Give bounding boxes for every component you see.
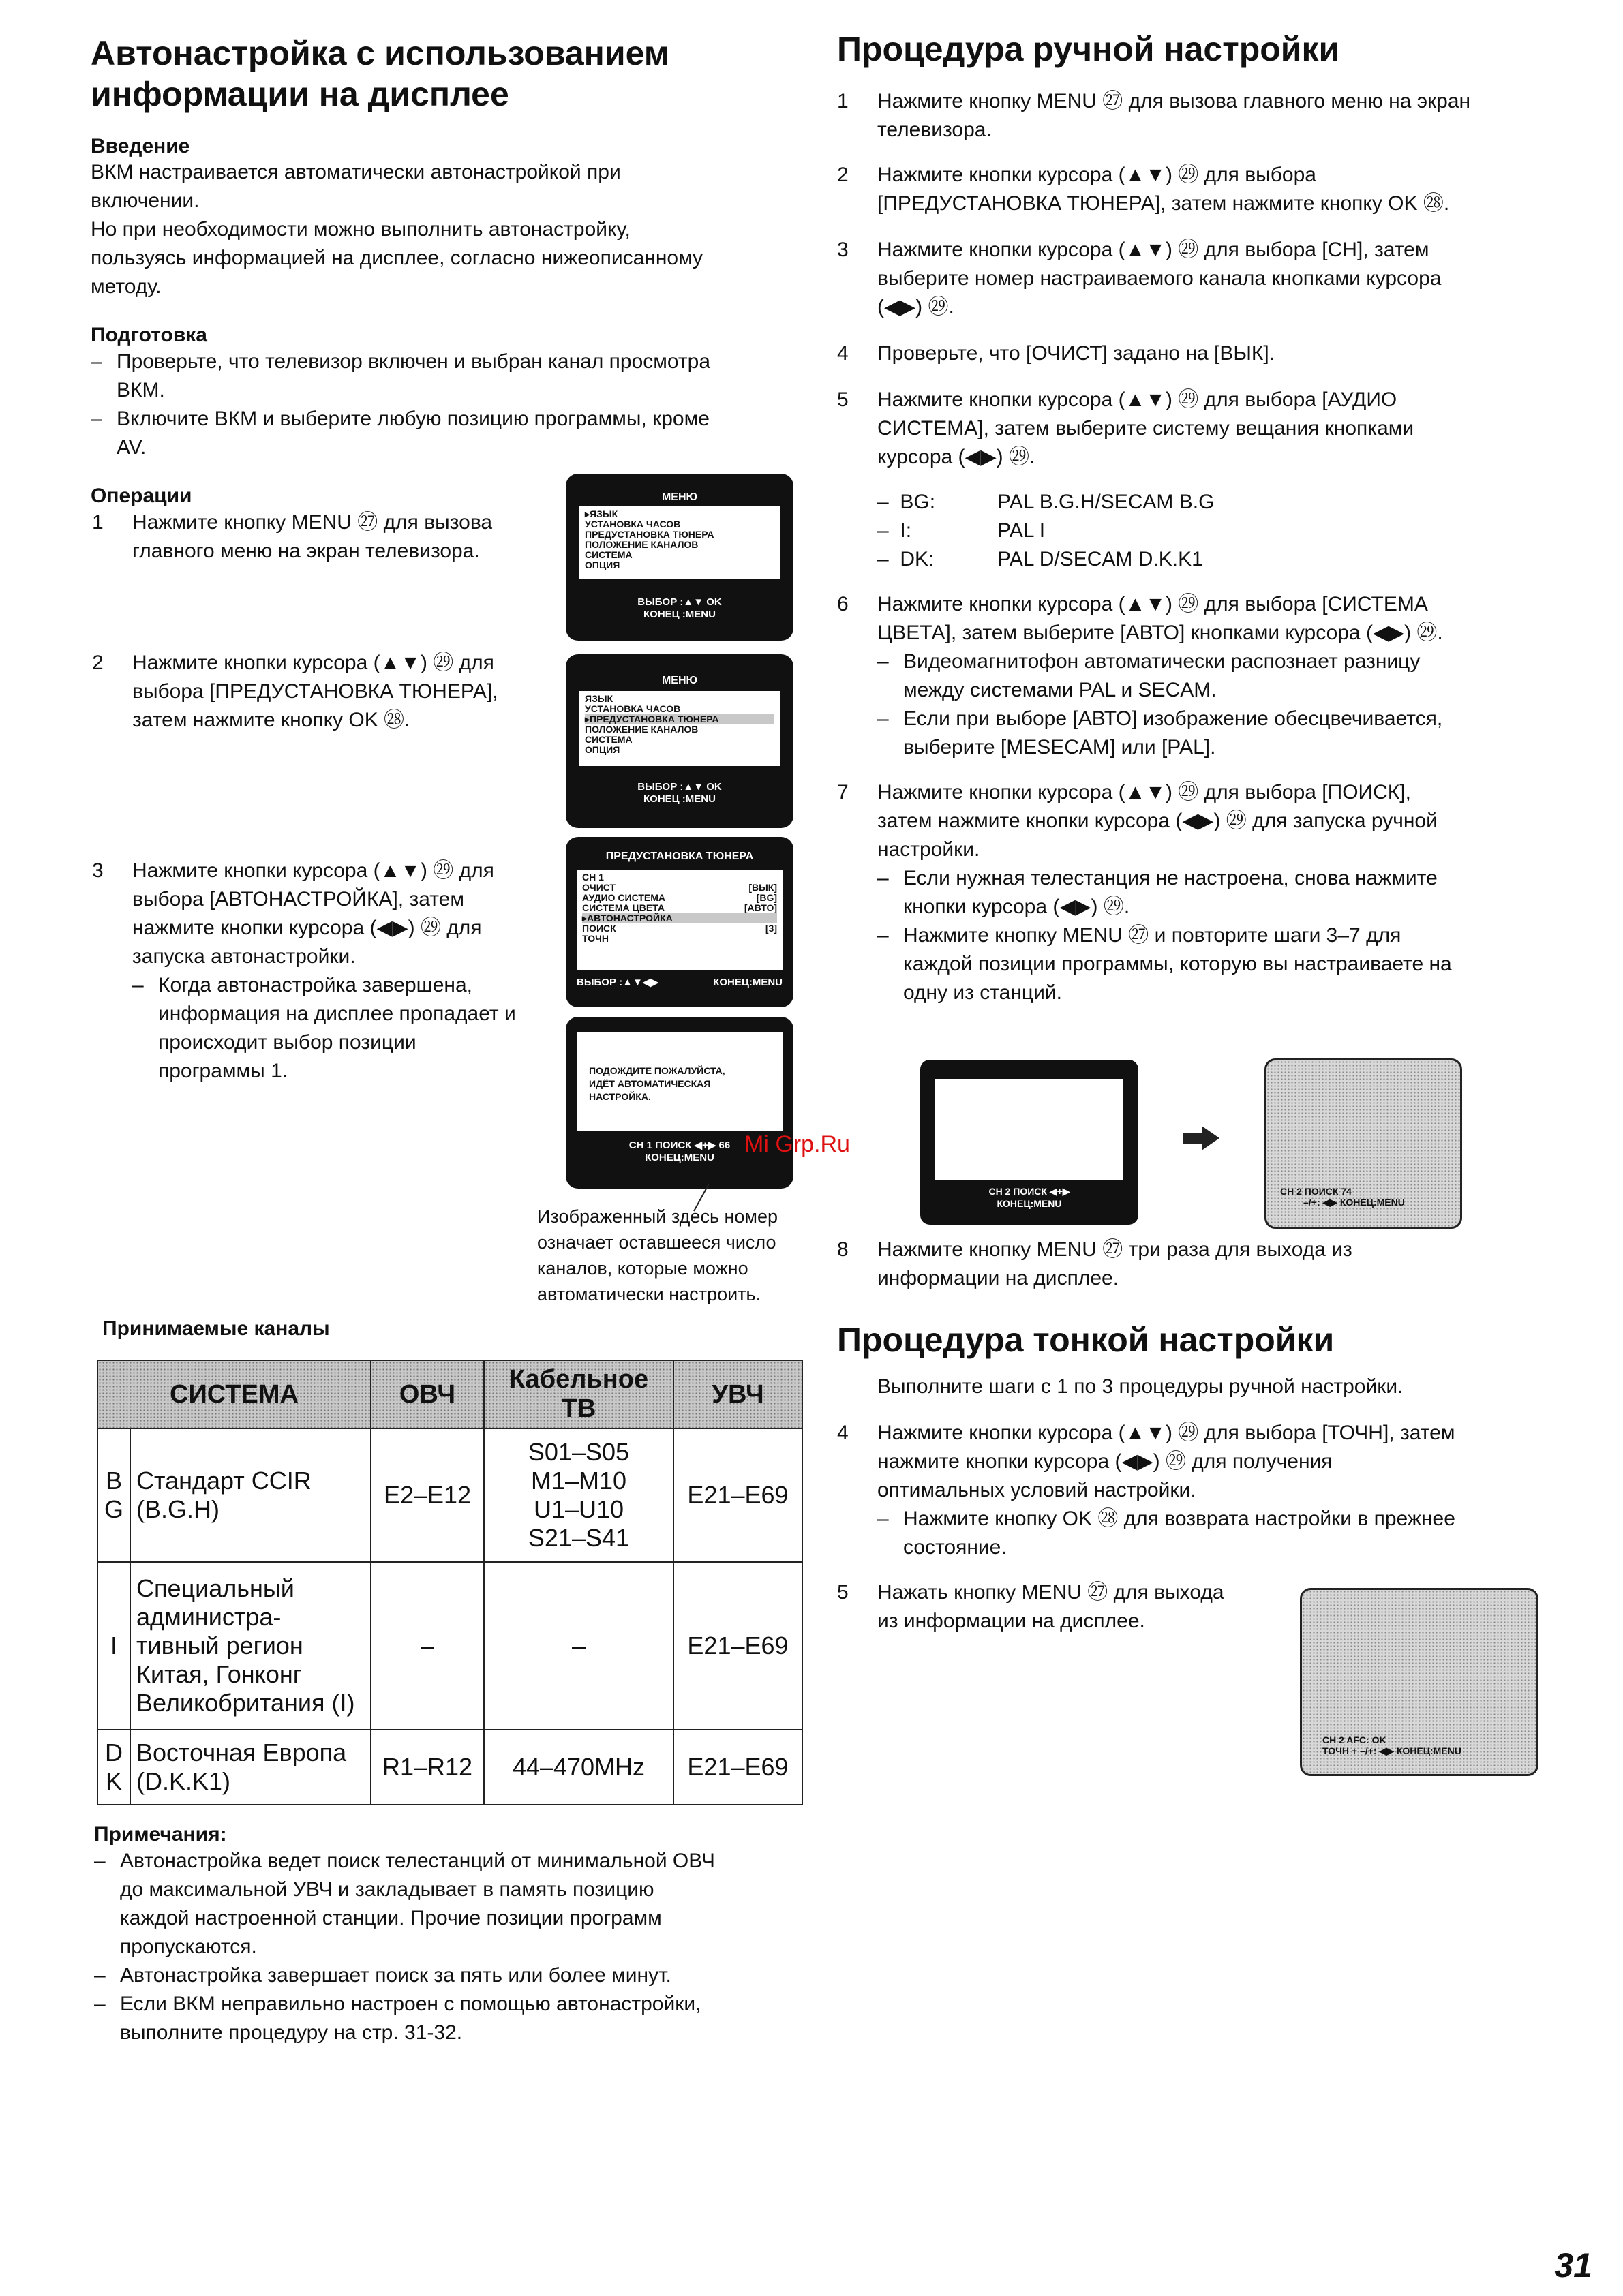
intro-text xyxy=(91,158,772,301)
tv-screen-menu-tuner xyxy=(566,654,793,828)
screen-footer: CH 2 ПОИСК ◀+▶ КОНЕЦ:MENU xyxy=(988,1186,1070,1209)
step-3-note: – Когда автонастройка завершена, информация на дисплее пропадает и происходит выбор позиции программы 1. xyxy=(132,971,568,1086)
step-number: 4 xyxy=(837,342,849,365)
step-6-note: – Если при выборе [АВТО] изображение обесцвечивается, выберите [MESECAM] или [PAL]. xyxy=(877,705,1586,762)
manual-title: Процедура ручной настройки xyxy=(837,30,1340,68)
audio-system-item: – DK: PAL D/SECAM D.K.K1 xyxy=(877,548,1203,570)
step-6-note: – Видеомагнитофон автоматически распознает разницу между системами PAL и SECAM. xyxy=(877,647,1586,705)
step-number: 3 xyxy=(92,859,104,882)
note-item: – Автонастройка ведет поиск телестанций от минимальной ОВЧ до максимальной УВЧ и закладывает в память позицию каждой настроенной станции. Прочие позиции программ пропускаются. xyxy=(94,1847,817,1961)
prep-list xyxy=(91,348,800,462)
step-3-text: Нажмите кнопки курсора (▲▼) ㉙ для выбора [АВТОНАСТРОЙКА], затем нажмите кнопки курсора (◀▶) ㉙ для запуска автонастройки. – Когда автонастройка завершена, информация на дисплее пропадает и происходит выбор позиции программы 1. xyxy=(132,857,568,1086)
intro-line: включении. xyxy=(91,189,200,212)
manual-step-8: Нажмите кнопку MENU ㉗ три раза для выхода из информации на дисплее. xyxy=(877,1238,1352,1289)
step-number: 4 xyxy=(837,1422,849,1444)
screen-footer: ВЫБОР :▲▼◀▶ КОНЕЦ:MENU xyxy=(577,977,783,988)
tv-screen-manual-search xyxy=(920,1060,1138,1225)
step-number: 3 xyxy=(837,239,849,261)
prep-heading: Подготовка xyxy=(91,324,207,346)
step-1-text: Нажмите кнопку MENU ㉗ для вызова главного меню на экран телевизора. xyxy=(132,511,493,562)
screen-title: ПРЕДУСТАНОВКА ТЮНЕРА xyxy=(605,851,754,862)
ops-heading: Операции xyxy=(91,485,192,507)
table-row: D K Восточная Европа (D.K.K1) R1–R12 44–470MHz E21–E69 xyxy=(97,1730,802,1805)
screen-tuner-list: CH 1 ОЧИСТ [ВЫК] АУДИО СИСТЕМА [BG] СИСТЕМА ЦВЕТА [АВТО] ▸АВТОНАСТРОЙКА ПОИСК [3] ТОЧН xyxy=(577,870,783,970)
screen-caption: Изображенный здесь номер означает оставшееся число каналов, которые можно автоматически настроить. xyxy=(537,1206,778,1304)
step-number: 2 xyxy=(837,164,849,186)
fine-intro: Выполните шаги с 1 по 3 процедуры ручной настройки. xyxy=(877,1375,1404,1398)
screen-title: МЕНЮ xyxy=(661,491,698,503)
step-2-text: Нажмите кнопки курсора (▲▼) ㉙ для выбора [ПРЕДУСТАНОВКА ТЮНЕРА], затем нажмите кнопку OK ㉘. xyxy=(132,652,498,731)
step-number: 8 xyxy=(837,1238,849,1261)
manual-step-6: Нажмите кнопки курсора (▲▼) ㉙ для выбора [СИСТЕМА ЦВЕТА], затем выберите [АВТО] кнопками курсора (◀▶) ㉙. – Видеомагнитофон автоматически распознает разницу между системами PAL и SECAM. – Если при выборе [АВТО] изображение обесцвечивается, выберите [MESECAM] или [PAL]. xyxy=(877,590,1586,762)
table-row: I Специальный администра- тивный регион Китая, Гонконг Великобритания (I) – – E21–E69 xyxy=(97,1562,802,1730)
left-title-line2: информации на дисплее xyxy=(91,75,509,113)
step-number: 5 xyxy=(837,388,849,411)
prep-item: – Проверьте, что телевизор включен и выбран канал просмотра ВКМ. xyxy=(91,348,800,405)
step-number: 7 xyxy=(837,781,849,803)
table-header: УВЧ xyxy=(673,1360,802,1428)
manual-step-2: Нажмите кнопки курсора (▲▼) ㉙ для выбора [ПРЕДУСТАНОВКА ТЮНЕРА], затем нажмите кнопку OK ㉘. xyxy=(877,164,1450,215)
intro-heading: Введение xyxy=(91,135,190,157)
channels-table xyxy=(97,1360,803,1805)
screen-footer: ВЫБОР :▲▼ OK КОНЕЦ :MENU xyxy=(637,781,722,805)
tv-screen-menu xyxy=(566,474,793,641)
table-header: Кабельное ТВ xyxy=(484,1360,673,1428)
intro-line: ВКМ настраивается автоматически автонастройкой при xyxy=(91,161,621,183)
audio-system-item: – BG: PAL B.G.H/SECAM B.G xyxy=(877,491,1215,513)
fine-step-5: Нажать кнопку MENU ㉗ для выхода из информации на дисплее. xyxy=(877,1581,1224,1632)
fine-step-4: Нажмите кнопки курсора (▲▼) ㉙ для выбора [ТОЧН], затем нажмите кнопки курсора (◀▶) ㉙ для получения оптимальных условий настройки. – Нажмите кнопку OK ㉘ для возврата настройки в прежнее состояние. xyxy=(877,1419,1586,1562)
step-7-note: – Нажмите кнопку MENU ㉗ и повторите шаги 3–7 для каждой позиции программы, которую вы настраиваете на одну из станций. xyxy=(877,921,1586,1007)
right-arrow-icon xyxy=(1181,1124,1222,1152)
intro-line: пользуясь информацией на дисплее, согласно нижеописанному xyxy=(91,247,703,269)
manual-step-7: Нажмите кнопки курсора (▲▼) ㉙ для выбора [ПОИСК], затем нажмите кнопки курсора (◀▶) ㉙ для запуска ручной настройки. – Если нужная телестанция не настроена, снова нажмите кнопки курсора (◀▶) ㉙. – Нажмите кнопку MENU ㉗ и повторите шаги 3–7 для каждой позиции программы, которую вы настраиваете на одну из станций. xyxy=(877,778,1586,1007)
tv-screen-tuner-preset xyxy=(566,837,793,1007)
notes-list xyxy=(94,1847,817,2047)
manual-step-4: Проверьте, что [ОЧИСТ] задано на [ВЫК]. xyxy=(877,342,1275,365)
fine-step-4-note: – Нажмите кнопку OK ㉘ для возврата настройки в прежнее состояние. xyxy=(877,1505,1586,1562)
table-header: ОВЧ xyxy=(371,1360,484,1428)
tv-screen-fine-tuning xyxy=(1300,1588,1538,1776)
screen-wait-message: ПОДОЖДИТЕ ПОЖАЛУЙСТА, ИДЁТ АВТОМАТИЧЕСКАЯ НАСТРОЙКА. xyxy=(577,1032,783,1131)
table-row: B G Стандарт CCIR (B.G.H) E2–E12 S01–S05 M1–M10 U1–U10 S21–S41 E21–E69 xyxy=(97,1428,802,1562)
note-item: – Автонастройка завершает поиск за пять или более минут. xyxy=(94,1961,817,1990)
left-title-line1: Автонастройка с использованием xyxy=(91,34,669,72)
screen-title: МЕНЮ xyxy=(661,675,698,686)
manual-step-3: Нажмите кнопки курсора (▲▼) ㉙ для выбора [CH], затем выберите номер настраиваемого канала кнопками курсора (◀▶) ㉙. xyxy=(877,239,1442,318)
page-number: 31 xyxy=(1554,2246,1592,2284)
manual-step-1: Нажмите кнопку MENU ㉗ для вызова главного меню на экран телевизора. xyxy=(877,90,1471,141)
screen-menu-list: ▸ЯЗЫК УСТАНОВКА ЧАСОВ ПРЕДУСТАНОВКА ТЮНЕРА ПОЛОЖЕНИЕ КАНАЛОВ СИСТЕМА ОПЦИЯ xyxy=(579,506,780,579)
fine-title: Процедура тонкой настройки xyxy=(837,1321,1335,1359)
audio-system-item: – I: PAL I xyxy=(877,519,1046,542)
step-number: 5 xyxy=(837,1581,849,1604)
note-item: – Если ВКМ неправильно настроен с помощью автонастройки, выполните процедуру на стр. 31-32. xyxy=(94,1990,817,2047)
screen-footer: ВЫБОР :▲▼ OK КОНЕЦ :MENU xyxy=(637,596,722,620)
prep-item: – Включите ВКМ и выберите любую позицию программы, кроме AV. xyxy=(91,405,800,462)
table-header: СИСТЕМА xyxy=(97,1360,371,1428)
manual-step-5: Нажмите кнопки курсора (▲▼) ㉙ для выбора [АУДИО СИСТЕМА], затем выберите систему вещания кнопками курсора (◀▶) ㉙. xyxy=(877,388,1414,468)
step-number: 1 xyxy=(837,90,849,112)
tv-screen-auto-tuning xyxy=(566,1017,793,1189)
intro-line: методу. xyxy=(91,275,162,298)
screen-footer: CH 2 ПОИСК 74 –/+: ◀▶ КОНЕЦ:MENU xyxy=(1280,1186,1405,1208)
screen-footer: CH 2 AFC: OK ТОЧН + –/+: ◀▶ КОНЕЦ:MENU xyxy=(1322,1734,1461,1756)
screen-footer: CH 1 ПОИСК ◀+▶ 66 КОНЕЦ:MENU xyxy=(628,1139,731,1163)
audio-system-list xyxy=(877,488,1491,574)
step-number: 2 xyxy=(92,652,104,674)
notes-heading: Примечания: xyxy=(94,1823,227,1846)
tv-screen-manual-result xyxy=(1264,1058,1462,1229)
watermark: Mi Grp.Ru xyxy=(744,1131,850,1157)
step-7-note: – Если нужная телестанция не настроена, снова нажмите кнопки курсора (◀▶) ㉙. xyxy=(877,864,1586,921)
screen-menu-list: ЯЗЫК УСТАНОВКА ЧАСОВ ▸ПРЕДУСТАНОВКА ТЮНЕРА ПОЛОЖЕНИЕ КАНАЛОВ СИСТЕМА ОПЦИЯ xyxy=(579,691,780,766)
channels-heading: Принимаемые каналы xyxy=(102,1317,330,1340)
intro-line: Но при необходимости можно выполнить автонастройку, xyxy=(91,218,631,241)
step-number: 6 xyxy=(837,593,849,615)
step-number: 1 xyxy=(92,511,104,534)
